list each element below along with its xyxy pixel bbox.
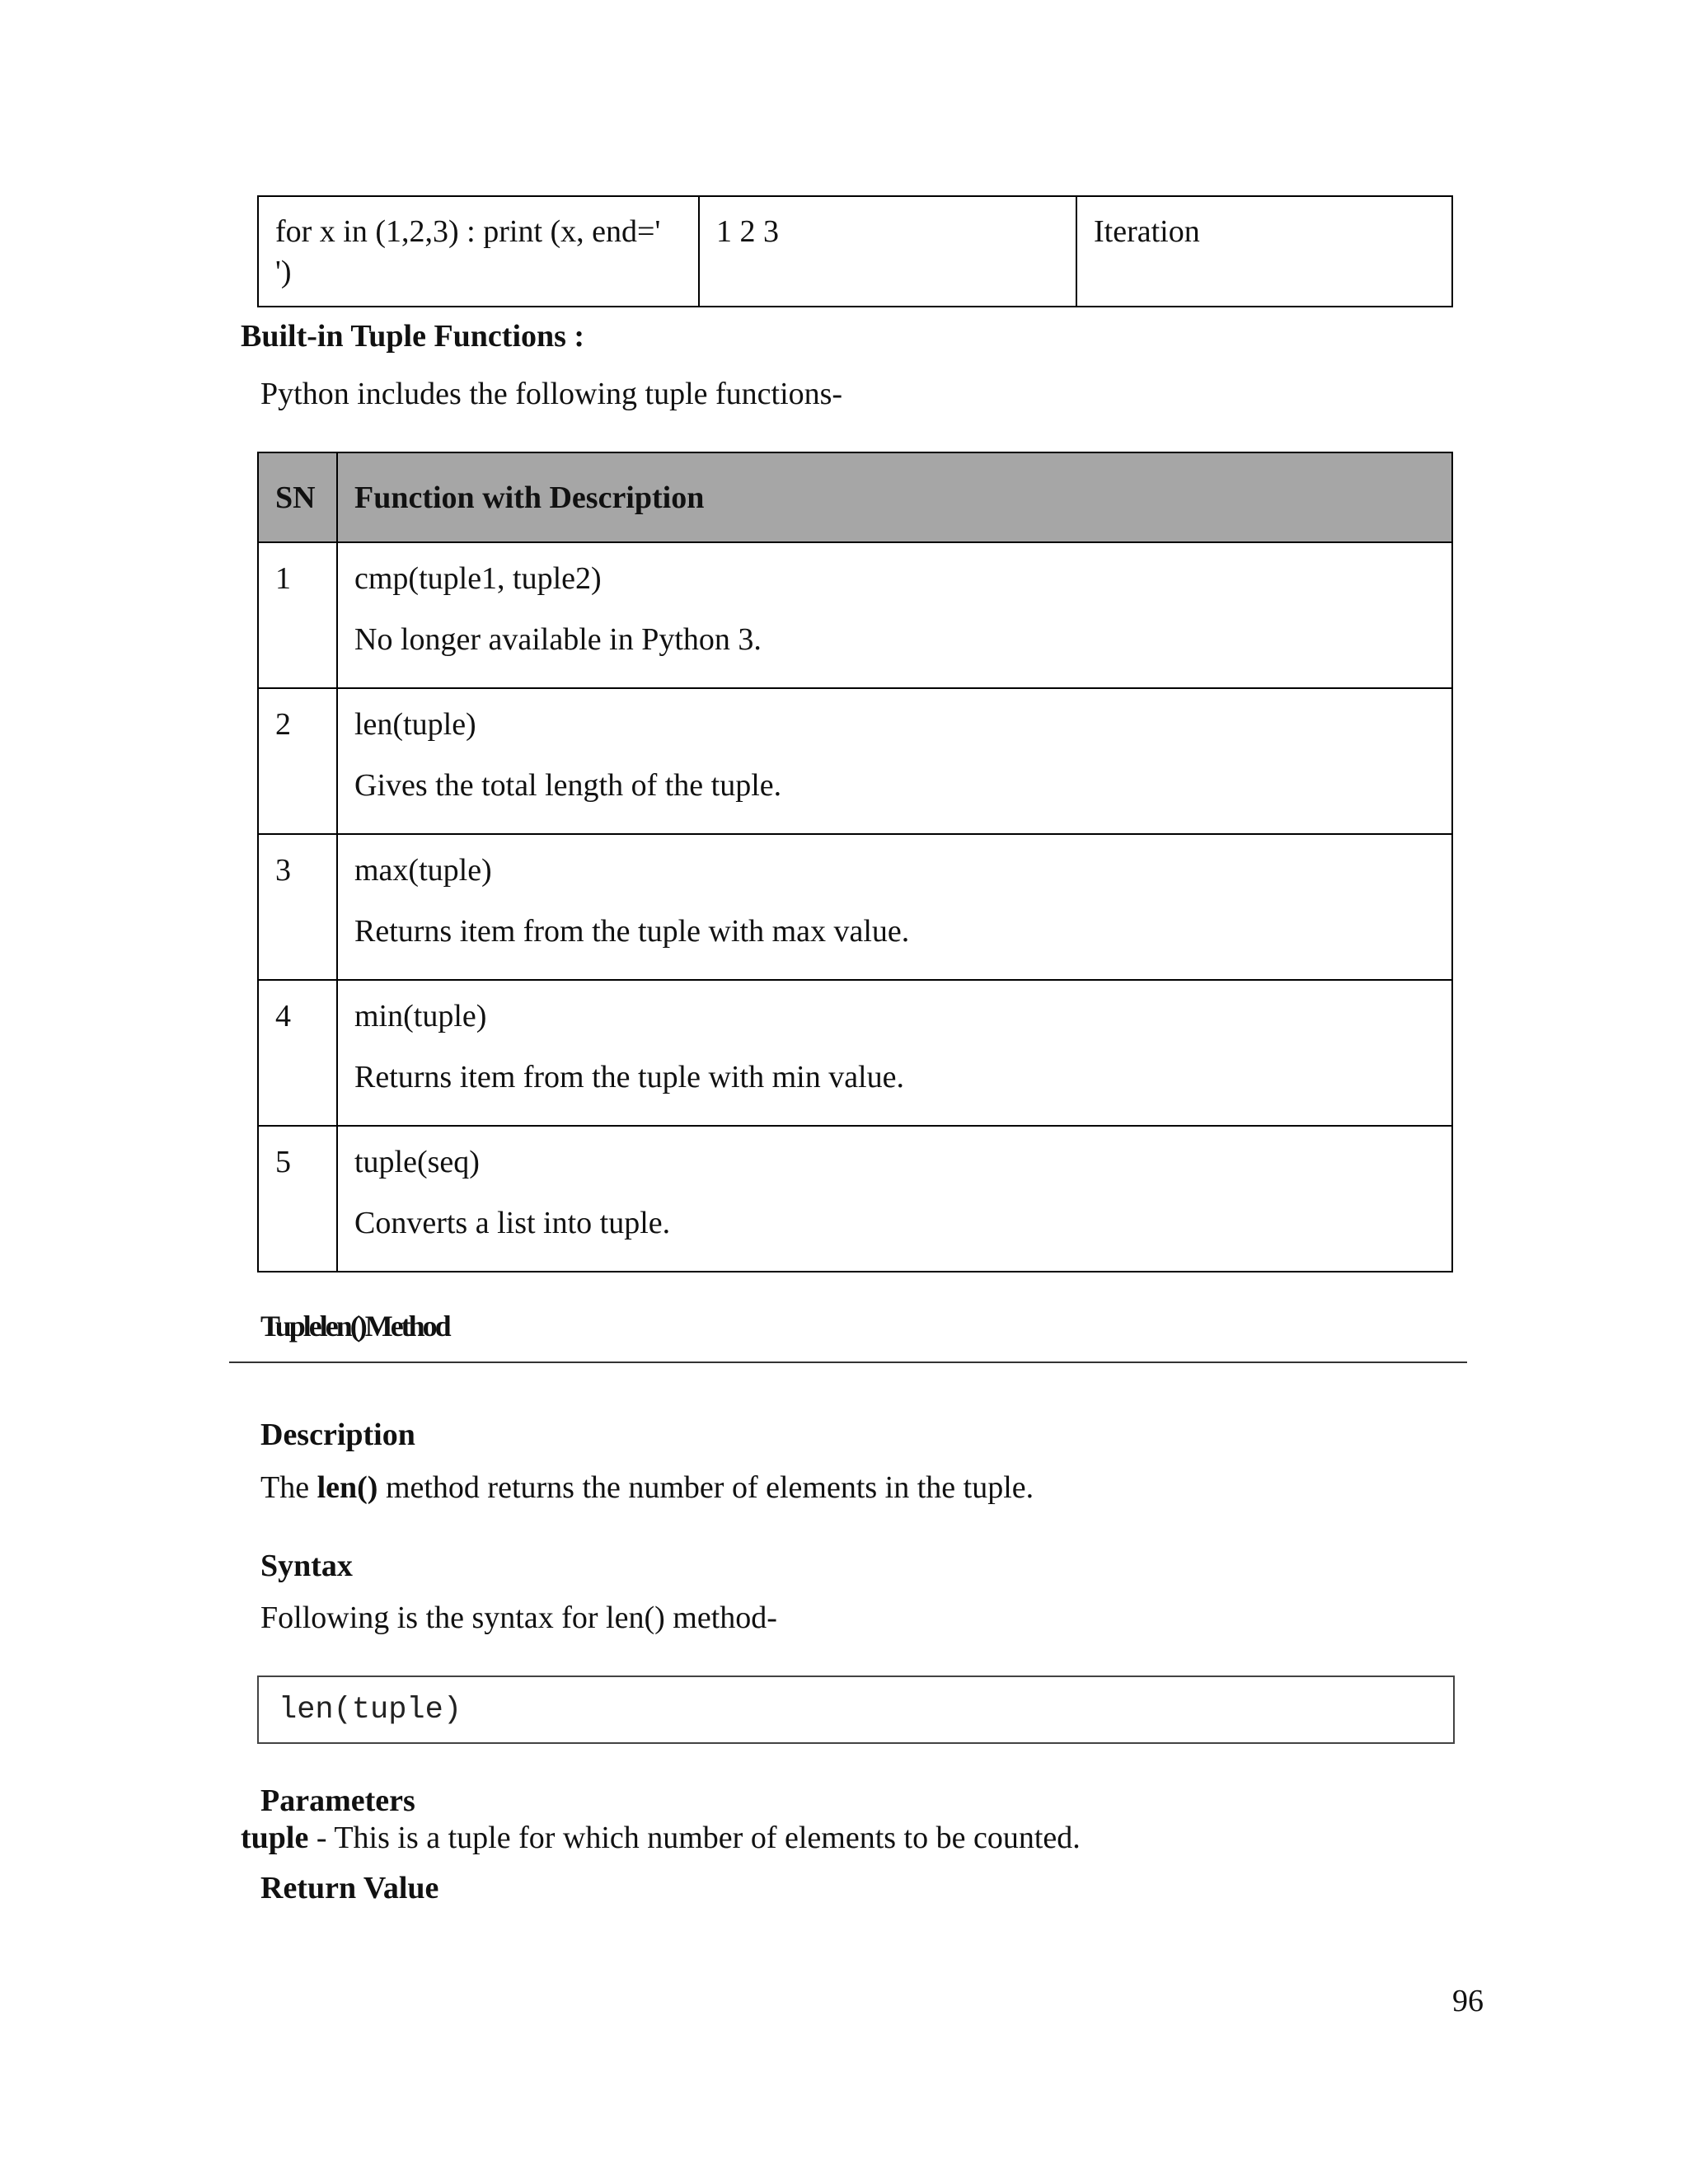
syntax-intro: Following is the syntax for len() method-	[260, 1601, 777, 1635]
return-value-heading: Return Value	[260, 1871, 439, 1905]
table-row	[258, 196, 1452, 307]
function-cell	[337, 834, 1452, 980]
table-row	[258, 980, 1452, 1126]
function-name: min(tuple)	[354, 999, 487, 1033]
functions-table	[257, 452, 1453, 1272]
builtin-intro: Python includes the following tuple functions-	[260, 377, 843, 411]
description-prefix: The	[260, 1470, 317, 1505]
function-name: tuple(seq)	[354, 1145, 480, 1179]
description-heading: Description	[260, 1418, 415, 1452]
builtin-heading: Built-in Tuple Functions :	[241, 319, 585, 354]
function-description: Returns item from the tuple with min value.	[354, 1060, 904, 1094]
table-row	[258, 834, 1452, 980]
function-description: Gives the total length of the tuple.	[354, 768, 782, 803]
parameters-heading: Parameters	[260, 1783, 415, 1818]
function-cell	[337, 1126, 1452, 1272]
function-description: Converts a list into tuple.	[354, 1206, 671, 1240]
sn-cell: 1	[258, 542, 337, 688]
method-title: Tuplelen()Method	[260, 1310, 449, 1343]
table-row	[258, 688, 1452, 834]
function-name: max(tuple)	[354, 853, 492, 888]
section-divider	[229, 1361, 1467, 1363]
table-row	[258, 542, 1452, 688]
description-suffix: method returns the number of elements in the tuple.	[377, 1470, 1034, 1505]
header-sn: SN	[258, 452, 337, 542]
table-row	[258, 1126, 1452, 1272]
function-cell	[337, 688, 1452, 834]
syntax-code: len(tuple)	[279, 1693, 462, 1727]
expression-cell: for x in (1,2,3) : print (x, end=' ')	[258, 196, 699, 307]
table-header-row	[258, 452, 1452, 542]
description-cell: Iteration	[1076, 196, 1452, 307]
sn-cell: 3	[258, 834, 337, 980]
page-number: 96	[1452, 1984, 1484, 2018]
function-name: cmp(tuple1, tuple2)	[354, 561, 602, 596]
syntax-heading: Syntax	[260, 1549, 353, 1583]
description-text	[260, 1469, 1034, 1507]
parameter-text	[241, 1819, 1081, 1857]
function-cell	[337, 542, 1452, 688]
parameter-name: tuple	[241, 1821, 309, 1855]
function-description: No longer available in Python 3.	[354, 622, 762, 657]
function-cell	[337, 980, 1452, 1126]
operations-table	[257, 195, 1453, 307]
function-description: Returns item from the tuple with max value.	[354, 914, 910, 949]
function-name: len(tuple)	[354, 707, 476, 742]
sn-cell: 5	[258, 1126, 337, 1272]
syntax-code-block	[257, 1675, 1455, 1744]
sn-cell: 2	[258, 688, 337, 834]
parameter-description: - This is a tuple for which number of elements to be counted.	[308, 1821, 1081, 1855]
result-cell: 1 2 3	[699, 196, 1076, 307]
sn-cell: 4	[258, 980, 337, 1126]
header-function: Function with Description	[337, 452, 1452, 542]
description-keyword: len()	[316, 1470, 378, 1505]
